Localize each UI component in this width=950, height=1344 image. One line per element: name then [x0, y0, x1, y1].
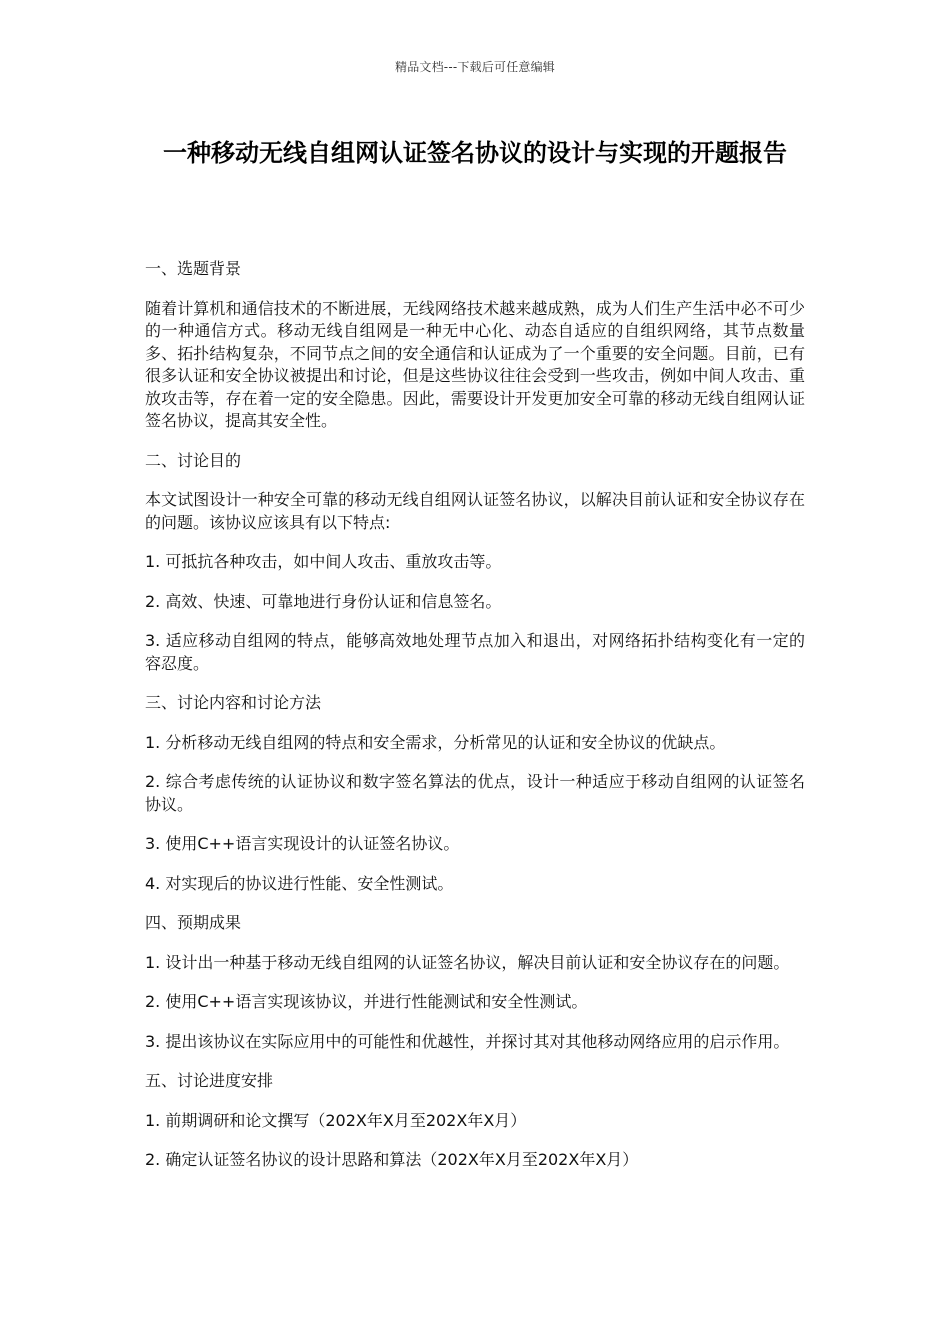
section-background [145, 258, 805, 433]
document-title: 一种移动无线自组网认证签名协议的设计与实现的开题报告 [163, 139, 787, 167]
paragraph: 随着计算机和通信技术的不断进展，无线网络技术越来越成熟，成为人们生产生活中必不可少的一种通信方式。移动无线自组网是一种无中心化、动态自适应的自组织网络，其节点数量多、拓扑结构复杂，不同节点之间的安全通信和认证成为了一个重要的安全问题。目前，已有很多认证和安全协议被提出和讨论，但是这些协议往往会受到一些攻击，例如中间人攻击、重放攻击等，存在着一定的安全隐患。因此，需要设计开发更加安全可靠的移动无线自组网认证签名协议，提高其安全性。 [145, 298, 805, 430]
list-item: 2. 使用C++语言实现该协议，并进行性能测试和安全性测试。 [145, 992, 588, 1011]
list-item: 1. 分析移动无线自组网的特点和安全需求，分析常见的认证和安全协议的优缺点。 [145, 732, 726, 752]
paragraph: 本文试图设计一种安全可靠的移动无线自组网认证签名协议，以解决目前认证和安全协议存在的问题。该协议应该具有以下特点: [145, 490, 805, 532]
section-purpose [145, 450, 805, 676]
list-item: 2. 确定认证签名协议的设计思路和算法（202X年X月至202X年X月） [145, 1150, 639, 1169]
section-content-methods [145, 692, 805, 895]
list-item: 1. 前期调研和论文撰写（202X年X月至202X年X月） [145, 1110, 527, 1130]
list-item: 3. 提出该协议在实际应用中的可能性和优越性，并探讨其对其他移动网络应用的启示作用。 [145, 1031, 790, 1051]
list-item: 3. 适应移动自组网的特点，能够高效地处理节点加入和退出，对网络拓扑结构变化有一定的容忍度。 [145, 631, 805, 673]
section-heading: 五、讨论进度安排 [145, 1071, 274, 1090]
section-expected-results [145, 912, 805, 1053]
section-heading: 一、选题背景 [145, 259, 242, 278]
list-item: 3. 使用C++语言实现设计的认证签名协议。 [145, 834, 460, 853]
list-item: 2. 高效、快速、可靠地进行身份认证和信息签名。 [145, 591, 502, 611]
section-heading: 四、预期成果 [145, 913, 242, 932]
list-item: 4. 对实现后的协议进行性能、安全性测试。 [145, 873, 454, 893]
document-body [145, 258, 805, 1189]
page-header: 精品文档---下载后可任意编辑 [395, 60, 555, 74]
list-item: 1. 可抵抗各种攻击，如中间人攻击、重放攻击等。 [145, 552, 502, 571]
section-heading: 三、讨论内容和讨论方法 [145, 693, 322, 712]
section-heading: 二、讨论目的 [145, 450, 242, 470]
list-item: 1. 设计出一种基于移动无线自组网的认证签名协议，解决目前认证和安全协议存在的问题。 [145, 952, 790, 972]
list-item: 2. 综合考虑传统的认证协议和数字签名算法的优点，设计一种适应于移动自组网的认证签名协议。 [145, 772, 805, 814]
section-schedule [145, 1070, 805, 1172]
